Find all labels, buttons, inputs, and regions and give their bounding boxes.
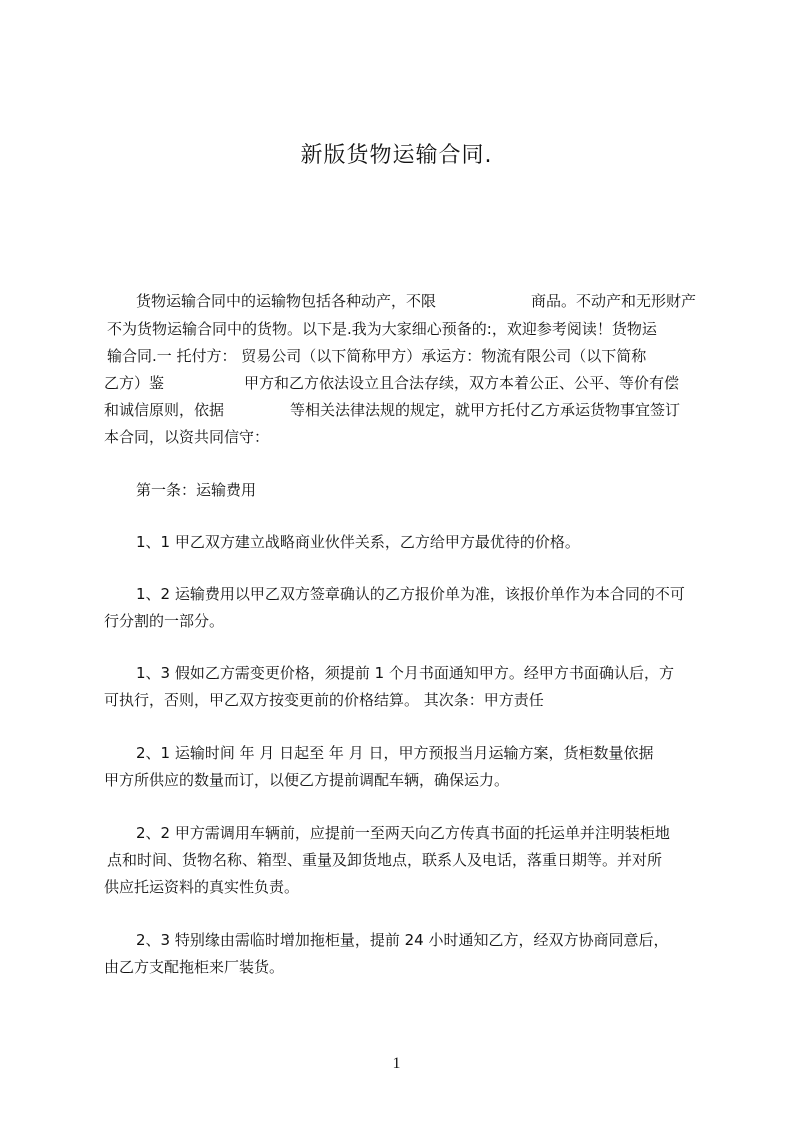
clause-1-1: 1、1 甲乙双方建立战略商业伙伴关系，乙方给甲方最优待的价格。 <box>136 533 580 551</box>
clause-2-1-line-2: 甲方所供应的数量而订，以便乙方提前调配车辆，确保运力。 <box>104 771 510 789</box>
intro-line-1a: 货物运输合同中的运输物包括各种动产，不限 <box>136 292 437 310</box>
clause-2-2-line-3: 供应托运资料的真实性负责。 <box>104 878 300 896</box>
page-number: 1 <box>392 1055 401 1072</box>
clause-2-3-line-2: 由乙方支配拖柜来厂装货。 <box>104 958 285 976</box>
article-1-heading: 第一条：运输费用 <box>136 481 257 499</box>
clause-1-2-line-1: 1、2 运输费用以甲乙双方签章确认的乙方报价单为准，该报价单作为本合同的不可 <box>136 585 685 603</box>
clause-2-2-line-2: 点和时间、货物名称、箱型、重量及卸货地点，联系人及电话，落重日期等。并对所 <box>107 851 663 869</box>
intro-line-6: 本合同，以资共同信守： <box>104 428 270 446</box>
intro-line-4a: 乙方）鉴 <box>104 374 165 392</box>
clause-1-3-line-2: 可执行，否则，甲乙双方按变更前的价格结算。 其次条：甲方责任 <box>104 691 544 709</box>
clause-2-3-line-1: 2、3 特别缘由需临时增加拖柜量，提前 24 小时通知乙方，经双方协商同意后， <box>136 931 669 949</box>
clause-2-2-line-1: 2、2 甲方需调用车辆前，应提前一至两天向乙方传真书面的托运单并注明装柜地 <box>136 824 670 842</box>
clause-2-1-line-1: 2、1 运输时间 年 月 日起至 年 月 日，甲方预报当月运输方案，货柜数量依据 <box>136 744 654 762</box>
document-title: 新版货物运输合同. <box>300 143 493 168</box>
intro-line-3: 输合同.一 托付方： 贸易公司（以下简称甲方）承运方：物流有限公司（以下简称 <box>107 347 647 365</box>
intro-line-5b: 等相关法律法规的规定，就甲方托付乙方承运货物事宜签订 <box>290 401 681 419</box>
intro-line-1b: 商品。不动产和无形财产 <box>531 292 697 310</box>
clause-1-2-line-2: 行分割的一部分。 <box>104 612 225 630</box>
intro-line-4b: 甲方和乙方依法设立且合法存续，双方本着公正、公平、等价有偿 <box>244 374 680 392</box>
intro-line-2: 不为货物运输合同中的货物。以下是.我为大家细心预备的:，欢迎参考阅读！货物运 <box>107 320 657 338</box>
intro-line-5a: 和诚信原则，依据 <box>104 401 225 419</box>
clause-1-3-line-1: 1、3 假如乙方需变更价格，须提前 1 个月书面通知甲方。经甲方书面确认后，方 <box>136 664 674 682</box>
